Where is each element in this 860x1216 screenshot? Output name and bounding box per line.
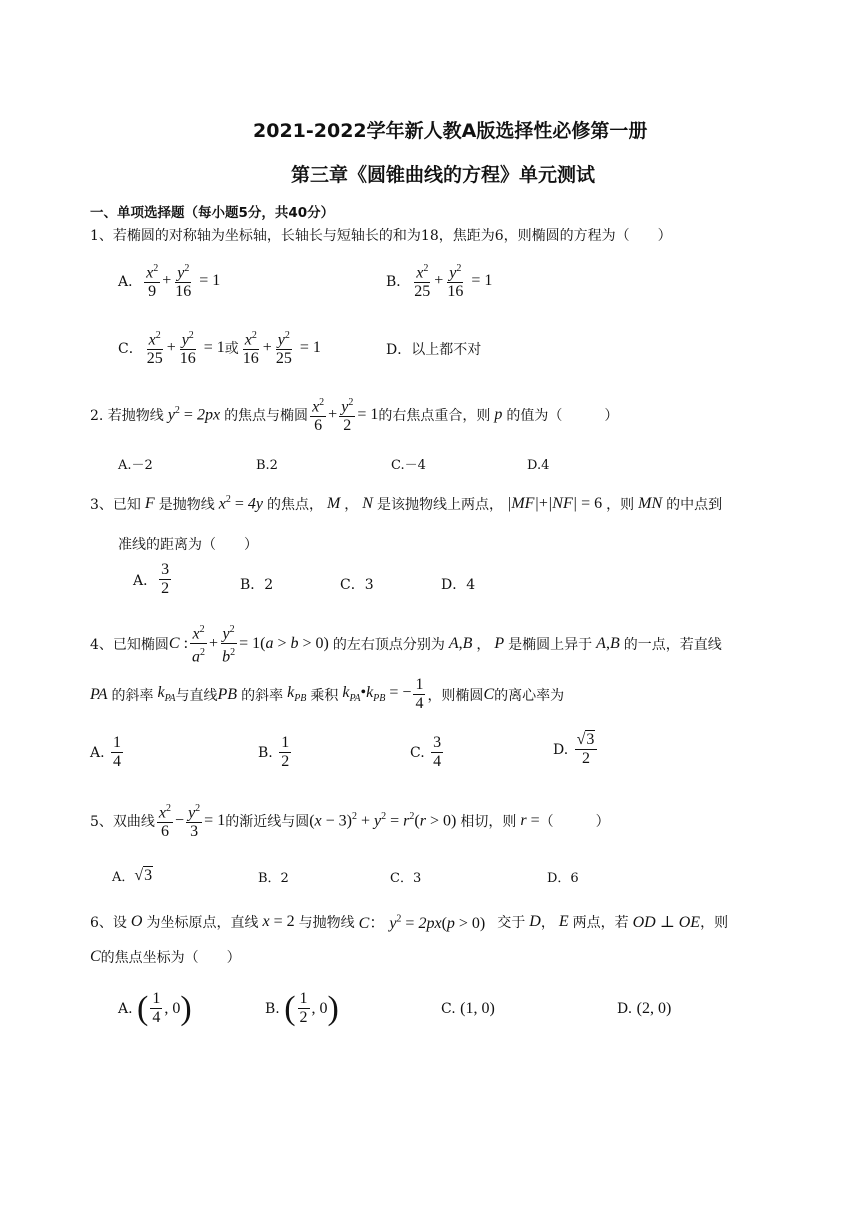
question-1-text: 1、若椭圆的对称轴为坐标轴，长轴长与短轴长的和为18，焦距为6，则椭圆的方程为（ ）: [90, 228, 672, 244]
q2-option-a: A.－2: [118, 458, 153, 473]
q2-option-b: B.2: [256, 458, 278, 473]
q1-option-b: B． $\frac{x^2}{25}$ + $\frac{y^2}{16}$ = 1: [386, 260, 492, 301]
question-4-text: 4、已知椭圆 C : $\frac{x^2}{a^2}$ + $\frac{y^2}{b^2}$ = 1(a > b > 0) 的左右顶点分别为 A,B ， P 是椭圆上异于 A,B 的一点，若直线: [90, 621, 722, 667]
question-4-text-line2: PA 的斜率 $k_{PA}$ 与直线 PB 的斜率 $k_{PB}$ 乘积 $k_{PA}•k_{PB}$ = − $\frac{1}{4}$ ，则椭圆 C 的离心率为: [90, 676, 565, 712]
q3-option-b: B．2: [240, 577, 274, 593]
q4-option-b: B. $\frac{1}{2}$: [258, 734, 290, 770]
q2-option-c: C.－4: [391, 458, 426, 473]
page-subtitle: 第三章《圆锥曲线的方程》单元测试: [291, 164, 596, 186]
q5-option-d: D．6: [547, 871, 579, 886]
q5-option-c: C．3: [390, 871, 422, 886]
q6-option-b: B. ( $\frac{1}{2}$ , 0 ): [265, 989, 339, 1027]
q2-option-d: D.4: [527, 458, 550, 473]
question-6-text-line2: C 的焦点坐标为（ ）: [90, 948, 241, 966]
q3-option-c: C．3: [340, 577, 374, 593]
q3-option-a: A． $\frac{3}{2}$: [133, 561, 170, 597]
q4-option-a: A. $\frac{1}{4}$: [90, 734, 122, 770]
q1-option-d: D． 以上都不对: [386, 342, 482, 358]
q6-option-d: D. (2, 0): [617, 1000, 672, 1017]
q6-option-c: C. (1, 0): [441, 1000, 495, 1017]
q3-option-d: D．4: [441, 577, 476, 593]
section-heading: 一、单项选择题（每小题5分，共40分）: [90, 205, 335, 221]
question-3-text: 3、已知 F 是抛物线 $x^2 = 4y$ 的焦点， M ， N 是该抛物线上两点， |MF|+|NF| = 6 ，则 MN 的中点到: [90, 494, 723, 513]
q5-option-a: A． √3: [112, 866, 153, 885]
q5-option-b: B．2: [258, 871, 289, 886]
q1-option-a: A． $\frac{x^2}{9}$ + $\frac{y^2}{16}$ = 1: [118, 260, 220, 301]
q4-option-c: C. $\frac{3}{4}$: [410, 734, 442, 770]
q1-option-c: C． $\frac{x^2}{25}$ + $\frac{y^2}{16}$ = 1 或 $\frac{x^2}{16}$ + $\frac{y^2}{25}$ = 1: [118, 327, 321, 368]
question-3-text-line2: 准线的距离为（ ）: [118, 537, 258, 553]
page-title: 2021-2022学年新人教A版选择性必修第一册: [253, 120, 648, 142]
q4-option-d: D. $\frac{√3}{2}$: [553, 731, 599, 768]
q6-option-a: A. ( $\frac{1}{4}$ , 0 ): [118, 989, 192, 1027]
question-2-text: 2. 若抛物线 $y^2 = 2px$ 的焦点与椭圆 $\frac{x^2}{6}$ + $\frac{y^2}{2}$ = 1 的右焦点重合，则 p 的值为（ ）: [90, 394, 618, 435]
question-5-text: 5、双曲线 $\frac{x^2}{6}$ − $\frac{y^2}{3}$ = 1 的渐近线与圆 $(x - 3)^2 + y^2 = r^2(r > 0)$ 相切，则 r = （ ）: [90, 800, 610, 841]
question-6-text: 6、设 O 为坐标原点，直线 x = 2 与抛物线 C： $y^2 = 2px(p > 0)$ 交于 D ， E 两点，若 OD ⊥ OE ，则: [90, 912, 729, 932]
